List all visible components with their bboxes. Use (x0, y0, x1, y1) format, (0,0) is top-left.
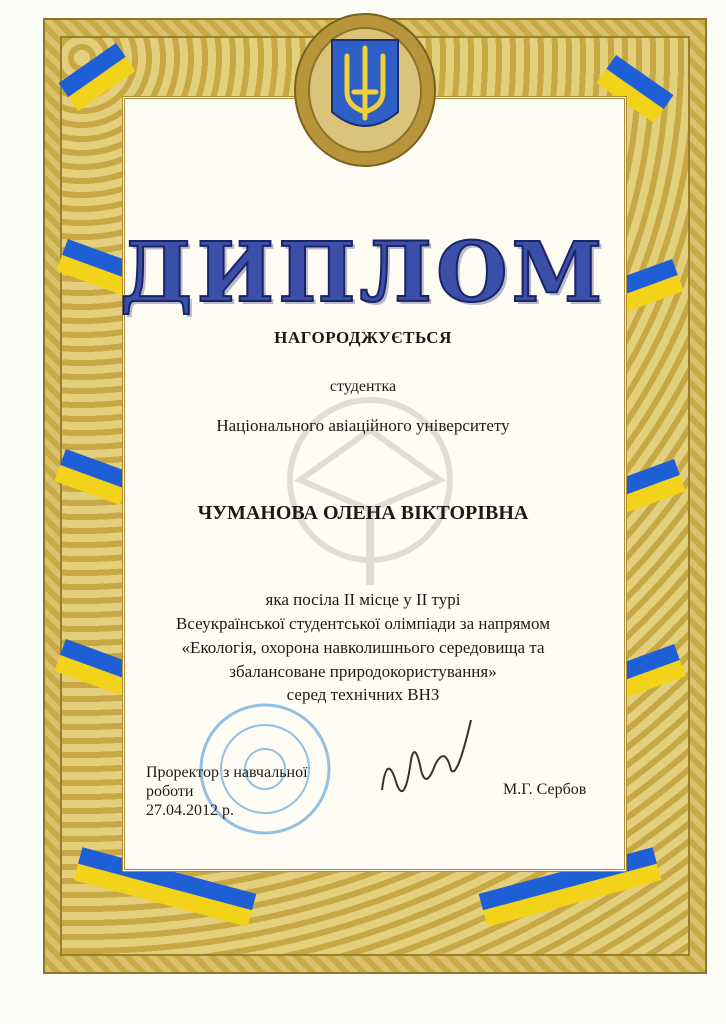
award-text-line: Всеукраїнської студентської олімпіади за напрямом (176, 614, 550, 633)
diploma-title: ДИПЛОМ (119, 225, 607, 321)
signer-position: Проректор з навчальної (146, 764, 308, 781)
recipient-role: студентка (329, 378, 397, 395)
issue-date: 27.04.2012 р. (146, 802, 234, 819)
trident-emblem-icon (292, 12, 438, 170)
award-text-line: серед технічних ВНЗ (286, 685, 440, 704)
award-text-line: збалансоване природокористування» (229, 662, 497, 681)
award-text-line: «Екологія, охорона навколишнього середовища та (181, 638, 545, 657)
signer-position-cont: роботи (146, 783, 194, 800)
signature-icon (372, 710, 492, 810)
university-name: Національного авіаційного університету (216, 416, 510, 435)
signature-block (146, 763, 308, 820)
recipient-name: ЧУМАНОВА ОЛЕНА ВІКТОРІВНА (197, 502, 529, 524)
awarded-heading: НАГОРОДЖУЄТЬСЯ (274, 328, 452, 347)
award-text-line: яка посіла II місце у II турі (265, 590, 461, 609)
signer-name: М.Г. Сербов (503, 781, 587, 798)
